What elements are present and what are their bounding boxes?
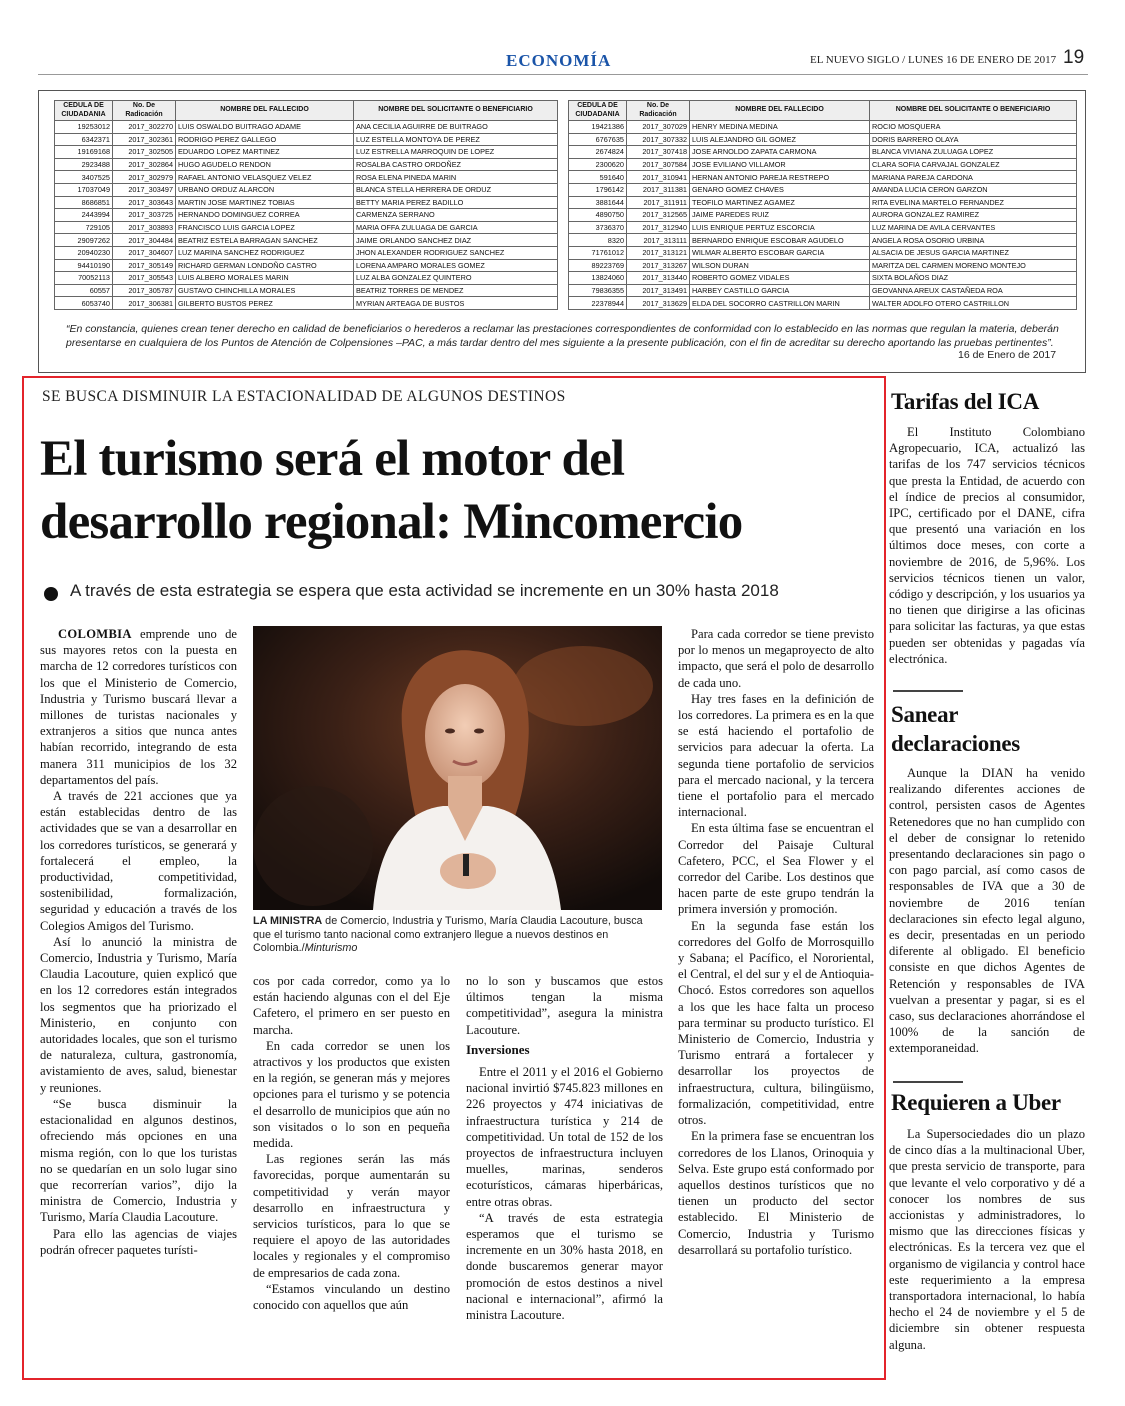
fallecido-cell: HARBEY CASTILLO GARCIA bbox=[690, 284, 870, 297]
fallecido-cell: GUSTAVO CHINCHILLA MORALES bbox=[176, 284, 354, 297]
table-row bbox=[55, 196, 558, 209]
paragraph: En cada corredor se unen los atractivos y los productos que existen en la región, se generan más y mejores opciones para el turismo y se potencia el desarrollo de municipios que aún no son visitados o lo son en pequeña medida. bbox=[253, 1038, 450, 1151]
page-number: 19 bbox=[1063, 47, 1085, 68]
sidebar-divider bbox=[893, 690, 963, 692]
cedula-cell: 19253012 bbox=[55, 121, 113, 134]
fallecido-cell: HERNANDO DOMINGUEZ CORREA bbox=[176, 209, 354, 222]
table-row bbox=[569, 146, 1077, 159]
beneficiario-cell: GEOVANNA AREUX CASTAÑEDA ROA bbox=[870, 284, 1077, 297]
beneficiario-cell: JHON ALEXANDER RODRIGUEZ SANCHEZ bbox=[354, 246, 558, 259]
radicacion-cell: 2017_302361 bbox=[113, 133, 176, 146]
cedula-cell: 729105 bbox=[55, 221, 113, 234]
radicacion-cell: 2017_303497 bbox=[113, 183, 176, 196]
fallecido-cell: URBANO ORDUZ ALARCON bbox=[176, 183, 354, 196]
radicacion-cell: 2017_312565 bbox=[627, 209, 690, 222]
table-row bbox=[569, 121, 1077, 134]
radicacion-cell: 2017_307029 bbox=[627, 121, 690, 134]
table-row bbox=[55, 209, 558, 222]
sidebar-text-dian bbox=[889, 765, 1085, 1057]
beneficiario-cell: ROSA ELENA PINEDA MARIN bbox=[354, 171, 558, 184]
radicacion-cell: 2017_303725 bbox=[113, 209, 176, 222]
beneficiario-cell: AMANDA LUCIA CERON GARZON bbox=[870, 183, 1077, 196]
sidebar-text-ica bbox=[889, 424, 1085, 667]
fallecido-cell: RODRIGO PEREZ GALLEGO bbox=[176, 133, 354, 146]
fallecido-cell: LUIS ALEJANDRO GIL GOMEZ bbox=[690, 133, 870, 146]
cedula-cell: 3407525 bbox=[55, 171, 113, 184]
table-row bbox=[55, 284, 558, 297]
beneficiario-cell: ROSALBA CASTRO ORDOÑEZ bbox=[354, 158, 558, 171]
cedula-cell: 94410190 bbox=[55, 259, 113, 272]
cedula-cell: 20940230 bbox=[55, 246, 113, 259]
sidebar-title-uber: Requieren a Uber bbox=[891, 1090, 1061, 1115]
table-row bbox=[569, 133, 1077, 146]
cedula-cell: 1796142 bbox=[569, 183, 627, 196]
subsection-heading: Inversiones bbox=[466, 1041, 530, 1057]
fallecido-cell: MARTIN JOSE MARTINEZ TOBIAS bbox=[176, 196, 354, 209]
paragraph: emprende uno de sus mayores retos con la puesta en marcha de 12 corredores turísticos con los que el Ministerio de Comercio, Industria y Turismo buscará llevar a millones de turistas nacionales y extranjeros a sitios que nunca antes habían recorrido, integrando de esta manera 311 municipios de los 32 departamentos del país. bbox=[40, 627, 237, 787]
cedula-cell: 17037049 bbox=[55, 183, 113, 196]
beneficiario-cell: LUZ ESTELLA MONTOYA DE PEREZ bbox=[354, 133, 558, 146]
fallecido-cell: LUIS OSWALDO BUITRAGO ADAME bbox=[176, 121, 354, 134]
fallecido-cell: ELDA DEL SOCORRO CASTRILLON MARIN bbox=[690, 297, 870, 310]
beneficiario-cell: JAIME ORLANDO SANCHEZ DIAZ bbox=[354, 234, 558, 247]
col-header: CEDULA DE CIUDADANIA bbox=[55, 101, 113, 121]
beneficiario-cell: LUZ ESTRELLA MARROQUIN DE LOPEZ bbox=[354, 146, 558, 159]
col-header: No. De Radicación bbox=[627, 101, 690, 121]
radicacion-cell: 2017_303893 bbox=[113, 221, 176, 234]
cedula-cell: 29097262 bbox=[55, 234, 113, 247]
table-row bbox=[55, 146, 558, 159]
beneficiario-cell: ALSACIA DE JESUS GARCIA MARTINEZ bbox=[870, 246, 1077, 259]
notice-table-right bbox=[568, 100, 1077, 310]
beneficiario-cell: LUZ MARINA DE AVILA CERVANTES bbox=[870, 221, 1077, 234]
beneficiario-cell: BETTY MARIA PEREZ BADILLO bbox=[354, 196, 558, 209]
beneficiario-cell: WALTER ADOLFO OTERO CASTRILLON bbox=[870, 297, 1077, 310]
radicacion-cell: 2017_302505 bbox=[113, 146, 176, 159]
fallecido-cell: HERNAN ANTONIO PAREJA RESTREPO bbox=[690, 171, 870, 184]
paragraph: no lo son y buscamos que estos últimos tengan la misma competitividad”, asegura la ministra Lacouture. bbox=[466, 974, 663, 1037]
table-row bbox=[569, 272, 1077, 285]
header-rule bbox=[38, 74, 1088, 75]
beneficiario-cell: SIXTA BOLAÑOS DIAZ bbox=[870, 272, 1077, 285]
fallecido-cell: LUZ MARINA SANCHEZ RODRIGUEZ bbox=[176, 246, 354, 259]
table-row bbox=[569, 183, 1077, 196]
radicacion-cell: 2017_313267 bbox=[627, 259, 690, 272]
radicacion-cell: 2017_313491 bbox=[627, 284, 690, 297]
radicacion-cell: 2017_302864 bbox=[113, 158, 176, 171]
radicacion-cell: 2017_311911 bbox=[627, 196, 690, 209]
radicacion-cell: 2017_307332 bbox=[627, 133, 690, 146]
cedula-cell: 6342371 bbox=[55, 133, 113, 146]
table-row bbox=[55, 234, 558, 247]
paragraph: En la segunda fase están los corredores del Golfo de Morrosquillo y Sabana; el Pacífico, el Nororiental, el Central, el del sur y el de Antioquia-Chocó. Estos corredores son aquellos a los que les hace falta un proceso para terminar su producto turístico. El Ministerio de Comercio, Industria y Turismo entrará a fortalecer y desarrollar los proyectos de infraestructura, cultura, bilingüismo, formalización, competitividad, entre otros. bbox=[678, 918, 874, 1128]
article-kicker: SE BUSCA DISMINUIR LA ESTACIONALIDAD DE ALGUNOS DESTINOS bbox=[42, 388, 566, 405]
paragraph: Hay tres fases en la definición de los corredores. La primera es en la que se está haciendo el portafolio de servicios para adecuar la oferta. La segunda tiene portafolio de servicios para el mercado nacional, y la tercera tiene el portafolio para el mercado internacional. bbox=[678, 691, 874, 820]
fallecido-cell: RAFAEL ANTONIO VELASQUEZ VELEZ bbox=[176, 171, 354, 184]
paragraph: “A través de esta estrategia esperamos que el turismo se incremente en un 30% hasta 2018, en donde buscaremos generar mayor promoción de estos destinos a nivel nacional e internacional”, afirmó la ministra Lacouture. bbox=[466, 1210, 663, 1323]
cedula-cell: 591640 bbox=[569, 171, 627, 184]
radicacion-cell: 2017_302270 bbox=[113, 121, 176, 134]
fallecido-cell: LUIS ALBERO MORALES MARIN bbox=[176, 272, 354, 285]
cedula-cell: 8686851 bbox=[55, 196, 113, 209]
paragraph: “Se busca disminuir la estacionalidad en algunos destinos, ofreciendo más opciones en una misma región, con lo que los turistas no se quedarían en un solo lugar sino que recorrerían varios”, dijo la ministra de Comercio, Industria y Turismo, María Claudia Lacouture. bbox=[40, 1096, 237, 1225]
fallecido-cell: JOSE ARNOLDO ZAPATA CARMONA bbox=[690, 146, 870, 159]
col-header: NOMBRE DEL FALLECIDO bbox=[176, 101, 354, 121]
cedula-cell: 2923488 bbox=[55, 158, 113, 171]
radicacion-cell: 2017_307418 bbox=[627, 146, 690, 159]
section-title: ECONOMÍA bbox=[506, 51, 612, 70]
lead-word: COLOMBIA bbox=[58, 627, 132, 641]
beneficiario-cell: LORENA AMPARO MORALES GOMEZ bbox=[354, 259, 558, 272]
article-subhead: A través de esta estrategia se espera que esta actividad se incremente en un 30% hasta 2018 bbox=[70, 581, 779, 600]
article-column-2 bbox=[253, 973, 450, 1313]
fallecido-cell: RICHARD GERMAN LONDOÑO CASTRO bbox=[176, 259, 354, 272]
bullet-icon bbox=[44, 587, 58, 601]
dateline: EL NUEVO SIGLO / LUNES 16 DE ENERO DE 2017 bbox=[810, 54, 1057, 66]
radicacion-cell: 2017_307584 bbox=[627, 158, 690, 171]
beneficiario-cell: MARIANA PAREJA CARDONA bbox=[870, 171, 1077, 184]
radicacion-cell: 2017_305787 bbox=[113, 284, 176, 297]
table-row bbox=[55, 272, 558, 285]
fallecido-cell: HUGO AGUDELO RENDON bbox=[176, 158, 354, 171]
table-row bbox=[569, 158, 1077, 171]
cedula-cell: 3881644 bbox=[569, 196, 627, 209]
cedula-cell: 19169168 bbox=[55, 146, 113, 159]
beneficiario-cell: RITA EVELINA MARTELO FERNANDEZ bbox=[870, 196, 1077, 209]
table-row bbox=[55, 158, 558, 171]
table-row bbox=[569, 284, 1077, 297]
caption-credit: Minturismo bbox=[304, 942, 358, 954]
headline-line: desarrollo regional: Mincomercio bbox=[40, 494, 743, 550]
fallecido-cell: HENRY MEDINA MEDINA bbox=[690, 121, 870, 134]
radicacion-cell: 2017_304484 bbox=[113, 234, 176, 247]
table-row bbox=[569, 171, 1077, 184]
radicacion-cell: 2017_305149 bbox=[113, 259, 176, 272]
sidebar-divider bbox=[893, 1081, 963, 1083]
fallecido-cell: TEOFILO MARTINEZ AGAMEZ bbox=[690, 196, 870, 209]
table-row bbox=[55, 246, 558, 259]
table-row bbox=[55, 183, 558, 196]
table-row bbox=[55, 171, 558, 184]
cedula-cell: 6767635 bbox=[569, 133, 627, 146]
article-column-4 bbox=[678, 626, 874, 1258]
fallecido-cell: GENARO GOMEZ CHAVES bbox=[690, 183, 870, 196]
beneficiario-cell: BLANCA VIVIANA ZULUAGA LOPEZ bbox=[870, 146, 1077, 159]
cedula-cell: 71761012 bbox=[569, 246, 627, 259]
article-headline bbox=[40, 428, 880, 554]
col-header: CEDULA DE CIUDADANIA bbox=[569, 101, 627, 121]
cedula-cell: 8320 bbox=[569, 234, 627, 247]
paragraph: cos por cada corredor, como ya lo están haciendo algunas con el del Eje Cafetero, el primero en ser puesto en marcha. bbox=[253, 974, 450, 1037]
beneficiario-cell: LUZ ALBA GONZALEZ QUINTERO bbox=[354, 272, 558, 285]
fallecido-cell: EDUARDO LOPEZ MARTINEZ bbox=[176, 146, 354, 159]
cedula-cell: 3736370 bbox=[569, 221, 627, 234]
table-row bbox=[569, 234, 1077, 247]
sidebar-text-uber bbox=[889, 1126, 1085, 1353]
cedula-cell: 2674824 bbox=[569, 146, 627, 159]
beneficiario-cell: MARIA OFFA ZULUAGA DE GARCIA bbox=[354, 221, 558, 234]
table-row bbox=[55, 259, 558, 272]
paragraph: El Instituto Colombiano Agropecuario, ICA, actualizó las tarifas de los 747 servicios técnicos que presta la Entidad, de acuerdo con el índice de precios al consumidor, IPC, certificado por el DANE, cifra que presentó una variación en los últimos doce meses, con corte a noviembre de 2016, de 5,96%. Los servicios técnicos tienen un valor, código y descripción, y los usuarios ya no tienen que dirigirse a las oficinas para solicitar las facturas, ya que estas pueden ser obtenidas y pagadas vía electrónica. bbox=[889, 425, 1085, 666]
photo-caption bbox=[253, 915, 663, 956]
paragraph: Para cada corredor se tiene previsto por lo menos un megaproyecto de alto impacto, que será el polo de desarrollo de cada uno. bbox=[678, 627, 874, 690]
paragraph: Las regiones serán las más favorecidas, porque aumentarán su competitividad y verán mayor desarrollo en infraestructura y servicios turísticos, para lo que se requiere el apoyo de las autoridades locales y regionales y el compromiso de empresarios de cada zona. bbox=[253, 1152, 450, 1280]
beneficiario-cell: BLANCA STELLA HERRERA DE ORDUZ bbox=[354, 183, 558, 196]
table-row bbox=[569, 221, 1077, 234]
notice-table-left bbox=[54, 100, 558, 310]
radicacion-cell: 2017_313440 bbox=[627, 272, 690, 285]
table-row bbox=[55, 133, 558, 146]
fallecido-cell: JOSE EVILIANO VILLAMOR bbox=[690, 158, 870, 171]
table-row bbox=[55, 297, 558, 310]
beneficiario-cell: ANGELA ROSA OSORIO URBINA bbox=[870, 234, 1077, 247]
radicacion-cell: 2017_312940 bbox=[627, 221, 690, 234]
photo-illustration bbox=[253, 626, 662, 910]
fallecido-cell: JAIME PAREDES RUIZ bbox=[690, 209, 870, 222]
fallecido-cell: FRANCISCO LUIS GARCIA LOPEZ bbox=[176, 221, 354, 234]
beneficiario-cell: DORIS BARRERO OLAYA bbox=[870, 133, 1077, 146]
fallecido-cell: BERNARDO ENRIQUE ESCOBAR AGUDELO bbox=[690, 234, 870, 247]
paragraph: En esta última fase se encuentran el Corredor del Paisaje Cultural Cafetero, PCC, el Sea Flower y el corredor del Caribe. Los destinos que hacen parte de este grupo tendrán la primera inversión y promoción. bbox=[678, 821, 874, 917]
radicacion-cell: 2017_304607 bbox=[113, 246, 176, 259]
col-header: NOMBRE DEL SOLICITANTE O BENEFICIARIO bbox=[354, 101, 558, 121]
headline-line: El turismo será el motor del bbox=[40, 431, 625, 487]
paragraph: La Supersociedades dio un plazo de cinco días a la multinacional Uber, que presta servicio de transporte, para que levante el velo corporativo y dé a conocer los nombres de sus accionistas y administradores, lo mismo que las direcciones físicas y electrónicas. Es la tercera vez que el organismo de vigilancia y control hace este requerimiento a la empresa transportadora internacional, lo había hecho el 24 de noviembre y el 5 de diciembre sin obtener respuesta alguna. bbox=[889, 1127, 1085, 1352]
beneficiario-cell: ROCIO MOSQUERA bbox=[870, 121, 1077, 134]
notice-text: “En constancia, quienes crean tener derecho en calidad de beneficiarios o herederos a reclamar las prestaciones correspondientes de conformidad con lo establecido en las normas que regulan la materia, deberán presentarse en cualquiera de los Puntos de Atención de Colpensiones –PAC, a más tardar dentro del mes siguiente a la presente publicación, con el fin de acreditar su derecho aportando las pruebas pertinentes”. bbox=[66, 323, 1059, 349]
col-header: NOMBRE DEL FALLECIDO bbox=[690, 101, 870, 121]
beneficiario-cell: BEATRIZ TORRES DE MENDEZ bbox=[354, 284, 558, 297]
beneficiario-cell: MARITZA DEL CARMEN MORENO MONTEJO bbox=[870, 259, 1077, 272]
table-row bbox=[569, 209, 1077, 222]
beneficiario-cell: MYRIAN ARTEAGA DE BUSTOS bbox=[354, 297, 558, 310]
table-row bbox=[569, 297, 1077, 310]
cedula-cell: 22378944 bbox=[569, 297, 627, 310]
radicacion-cell: 2017_306381 bbox=[113, 297, 176, 310]
radicacion-cell: 2017_311381 bbox=[627, 183, 690, 196]
table-row bbox=[55, 121, 558, 134]
cedula-cell: 13824060 bbox=[569, 272, 627, 285]
paragraph: Entre el 2011 y el 2016 el Gobierno nacional invirtió $745.823 millones en 226 proyectos y 474 iniciativas de infraestructura turística y 214 de competitividad. Un total de 152 de los proyectos de infraestructura incluyen muelles, marinas, senderos ecoturísticos, cámaras hiperbáricas, entre otras obras. bbox=[466, 1065, 663, 1209]
radicacion-cell: 2017_305543 bbox=[113, 272, 176, 285]
table-row bbox=[55, 221, 558, 234]
radicacion-cell: 2017_303643 bbox=[113, 196, 176, 209]
notice-date: 16 de Enero de 2017 bbox=[958, 349, 1057, 361]
article-column-3 bbox=[466, 973, 663, 1323]
caption-text: de Comercio, Industria y Turismo, María Claudia Lacouture, busca que el turismo tanto nacional como extranjero llegue a nuevos destinos en Colombia./ bbox=[253, 915, 643, 954]
radicacion-cell: 2017_313111 bbox=[627, 234, 690, 247]
fallecido-cell: ROBERTO GOMEZ VIDALES bbox=[690, 272, 870, 285]
cedula-cell: 4890750 bbox=[569, 209, 627, 222]
fallecido-cell: LUIS ENRIQUE PERTUZ ESCORCIA bbox=[690, 221, 870, 234]
table-row bbox=[569, 246, 1077, 259]
beneficiario-cell: CARMENZA SERRANO bbox=[354, 209, 558, 222]
caption-lead: LA MINISTRA bbox=[253, 915, 323, 927]
minister-photo bbox=[253, 626, 662, 910]
sidebar-title-ica: Tarifas del ICA bbox=[891, 389, 1039, 414]
paragraph: Para ello las agencias de viajes podrán ofrecer paquetes turísti- bbox=[40, 1226, 237, 1257]
cedula-cell: 2300620 bbox=[569, 158, 627, 171]
paragraph: Aunque la DIAN ha venido realizando diferentes acciones de control, persisten casos de Agentes Retenedores que no han cumplido con el deber de consignar lo retenido presentando declaraciones sin pago o con pago parcial, así como casos de responsables de IVA que a 30 de noviembre de 2016 tenían declaraciones sin efecto legal alguno, es decir, presentadas en un periodo diferente al obligado. El beneficio consiste en que dichos Agentes de Retención y responsables de IVA vuelvan a presentar y pagar, si es el caso, sus declaraciones ahorrándose el 100% de la sanción de extemporaneidad. bbox=[889, 766, 1085, 1056]
cedula-cell: 60557 bbox=[55, 284, 113, 297]
cedula-cell: 2443994 bbox=[55, 209, 113, 222]
fallecido-cell: WILMAR ALBERTO ESCOBAR GARCIA bbox=[690, 246, 870, 259]
paragraph: Así lo anunció la ministra de Comercio, Industria y Turismo, María Claudia Lacouture, quien explicó que en los 12 corredores están integrados los segmentos que ha priorizado el Ministerio, en conjunto con autoridades locales, que son el turismo de naturaleza, cultura, gastronomía, avistamiento de aves, salud, bienestar y reuniones. bbox=[40, 934, 237, 1095]
col-header: No. De Radicación bbox=[113, 101, 176, 121]
paragraph: En la primera fase se encuentran los corredores de los Llanos, Orinoquia y Selva. Este grupo está conformado por aquellos destinos turísticos que no tienen un producto del sector establecido. El Ministerio de Comercio, Industria y Turismo desarrollará su portafolio turístico. bbox=[678, 1129, 874, 1257]
radicacion-cell: 2017_302979 bbox=[113, 171, 176, 184]
radicacion-cell: 2017_313121 bbox=[627, 246, 690, 259]
paragraph: “Estamos vinculando un destino conocido con aquellos que aún bbox=[253, 1281, 450, 1313]
fallecido-cell: GILBERTO BUSTOS PEREZ bbox=[176, 297, 354, 310]
table-row bbox=[569, 259, 1077, 272]
cedula-cell: 79836355 bbox=[569, 284, 627, 297]
article-column-1 bbox=[40, 626, 237, 1258]
fallecido-cell: WILSON DURAN bbox=[690, 259, 870, 272]
beneficiario-cell: ANA CECILIA AGUIRRE DE BUITRAGO bbox=[354, 121, 558, 134]
cedula-cell: 19421386 bbox=[569, 121, 627, 134]
cedula-cell: 89223769 bbox=[569, 259, 627, 272]
table-row bbox=[569, 196, 1077, 209]
cedula-cell: 70052113 bbox=[55, 272, 113, 285]
beneficiario-cell: CLARA SOFIA CARVAJAL GONZALEZ bbox=[870, 158, 1077, 171]
fallecido-cell: BEATRIZ ESTELA BARRAGAN SANCHEZ bbox=[176, 234, 354, 247]
beneficiario-cell: AURORA GONZALEZ RAMIREZ bbox=[870, 209, 1077, 222]
col-header: NOMBRE DEL SOLICITANTE O BENEFICIARIO bbox=[870, 101, 1077, 121]
sidebar-title-dian: Sanear declaraciones bbox=[891, 702, 1020, 756]
cedula-cell: 6053740 bbox=[55, 297, 113, 310]
radicacion-cell: 2017_313629 bbox=[627, 297, 690, 310]
radicacion-cell: 2017_310941 bbox=[627, 171, 690, 184]
paragraph: A través de 221 acciones que ya están establecidas dentro de las actividades que se van a desarrollar en los corredores turísticos, se generará y fortalecerá el empleo, la productividad, competitividad, sostenibilidad, formalización, seguridad y educación a través de los Colegios Amigos del Turismo. bbox=[40, 789, 237, 933]
